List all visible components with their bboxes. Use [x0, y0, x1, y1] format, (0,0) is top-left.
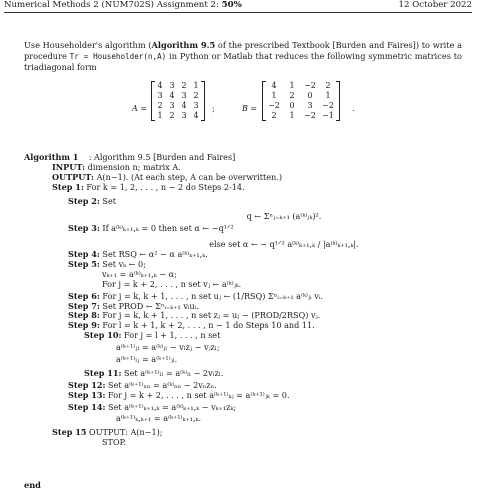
matrix-a-cell: 3 — [193, 101, 199, 110]
matrix-a-cell: 3 — [181, 91, 187, 100]
algorithm-step-line — [24, 212, 464, 222]
matrix-b-cell: 2 — [289, 91, 295, 100]
algorithm-steps — [24, 183, 464, 448]
matrix-b-cell: −1 — [322, 111, 334, 120]
algorithm-block — [24, 153, 464, 448]
algorithm-title: Algorithm 1 — [24, 152, 79, 162]
page-header — [4, 0, 472, 10]
matrix-b-cell: 0 — [289, 101, 295, 110]
step-text: If a⁽ᵏ⁾ₖ₊₁,ₖ = 0 then set α ← −q¹ᐟ² — [99, 223, 234, 234]
step-text: For j = k, k + 1, . . . , n set zⱼ = uⱼ − (PROD/2RSQ) vⱼ. — [99, 310, 321, 321]
step-label: Step 8: — [68, 310, 100, 321]
matrix-b-label: B = — [242, 104, 258, 113]
step-text: a⁽ᵏ⁺¹⁾ₖ,ₖ₊₁ = a⁽ᵏ⁺¹⁾ₖ₊₁,ₖ. — [116, 413, 202, 424]
matrix-a-cell: 2 — [181, 81, 187, 90]
algorithm-step-line — [24, 183, 464, 193]
header-rule — [4, 12, 472, 13]
matrix-b-cell: −2 — [304, 81, 316, 90]
algorithm-step-line — [24, 343, 464, 353]
matrix-a-label: A = — [132, 104, 148, 113]
matrix-a-row — [154, 91, 202, 101]
step-text: a⁽ᵏ⁺¹⁾ⱼₗ = a⁽ᵏ⁾ⱼₗ − vₗzⱼ − vⱼzₗ; — [116, 342, 220, 353]
matrix-a-table — [154, 81, 202, 121]
algorithm-step-line — [24, 331, 464, 341]
algorithm-step-line — [24, 270, 464, 280]
matrix-b-cell: 4 — [271, 81, 277, 90]
algorithm-step-line — [24, 369, 464, 379]
matrix-b-table — [265, 81, 337, 121]
algorithm-step-line — [24, 403, 464, 413]
matrix-a-cell: 4 — [169, 91, 175, 100]
step-text: For j = k + 2, . . . , n set vⱼ ← a⁽ᵏ⁾ⱼₖ. — [102, 278, 242, 289]
step-label: Step 9: — [68, 320, 100, 331]
matrix-a-cell: 2 — [157, 101, 163, 110]
matrix-a-cell: 3 — [169, 101, 175, 110]
algorithm-step-line — [24, 260, 464, 270]
algorithm-step-line — [24, 197, 464, 207]
step-label: Step 1: — [52, 181, 84, 192]
matrix-b-cell: 0 — [307, 91, 313, 100]
header-course: Numerical Methods 2 (NUM702S) Assignment 2: 50% — [4, 0, 242, 10]
header-percent: 50% — [221, 0, 242, 10]
intro-procedure: Tr = Householder(n,A) — [69, 51, 167, 61]
step-text: a⁽ᵏ⁺¹⁾ₗⱼ = a⁽ᵏ⁺¹⁾ⱼₗ. — [116, 354, 178, 365]
algorithm-step-line — [24, 438, 464, 448]
matrix-end-dot: . — [352, 104, 355, 113]
step-text: For k = 1, 2, . . . , n − 2 do Steps 2-14. — [83, 181, 245, 192]
step-text: Set a⁽ᵏ⁺¹⁾ₖ₊₁,ₖ = a⁽ᵏ⁾ₖ₊₁,ₖ − vₖ₊₁zₖ; — [105, 401, 237, 412]
algorithm-step-line — [24, 414, 464, 424]
algorithm-step-line — [24, 280, 464, 290]
algorithm-title-desc: : Algorithm 9.5 [Burden and Faires] — [88, 152, 236, 162]
matrix-a-row — [154, 81, 202, 91]
matrix-b-row — [265, 91, 337, 101]
step-text: Set — [99, 195, 117, 206]
step-text: For j = k + 2, . . . , n set a⁽ᵏ⁺¹⁾ₖⱼ = a⁽ᵏ⁺¹⁾ⱼₖ = 0. — [105, 389, 290, 400]
step-text: For j = k, k + 1, . . . , n set uⱼ ← (1/RSQ) Σⁿᵢ₌ₖ₊₁ a⁽ᵏ⁾ⱼᵢ vᵢ. — [99, 290, 324, 301]
header-date: 12 October 2022 — [398, 0, 472, 10]
step-label: Step 13: — [68, 389, 106, 400]
matrix-b-row — [265, 111, 337, 121]
step-text: Set PROD ← Σⁿᵢ₌ₖ₊₁ vᵢuᵢ. — [99, 300, 199, 311]
algorithm-end: end — [24, 480, 41, 490]
matrix-a-cell: 3 — [169, 81, 175, 90]
algorithm-step-line — [24, 428, 464, 438]
matrix-b-cell: 3 — [307, 101, 313, 110]
matrix-b-row — [265, 101, 337, 111]
step-text: else set α ← − q¹ᐟ² a⁽ᵏ⁾ₖ₊₁,ₖ / |a⁽ᵏ⁾ₖ₊₁,ₖ|. — [209, 239, 359, 250]
step-label: Step 11: — [84, 367, 122, 378]
intro-text-1: Use Householder's algorithm ( — [24, 40, 152, 50]
output-text: A(n−1). (At each step, A can be overwritten.) — [94, 171, 282, 182]
matrix-a-cell: 2 — [169, 111, 175, 120]
matrix-b-cell: 1 — [271, 91, 277, 100]
matrix-b-cell: 2 — [271, 111, 277, 120]
input-text: dimension n; matrix A. — [85, 161, 181, 172]
matrix-a-cell: 4 — [157, 81, 163, 90]
intro-text-3: in Python or Matlab that reduces the following symmetric matrices to triadiagonal form — [24, 50, 462, 73]
step-text: q ← Σⁿⱼ₌ₖ₊₁ (a⁽ᵏ⁾ⱼₖ)². — [246, 211, 322, 222]
step-text: For l = k + 1, k + 2, . . . , n − 1 do Steps 10 and 11. — [99, 320, 315, 331]
matrix-a-cell: 4 — [193, 111, 199, 120]
matrix-a-cell: 2 — [193, 91, 199, 100]
matrix-a-cell: 1 — [157, 111, 163, 120]
step-label: Step 14: — [68, 401, 106, 412]
output-label: OUTPUT: — [52, 171, 94, 182]
matrix-separator: ; — [212, 104, 215, 113]
step-label: Step 6: — [68, 290, 100, 301]
input-label: INPUT: — [52, 161, 86, 172]
step-label: Step 2: — [68, 195, 100, 206]
intro-text-2: of the prescribed Textbook [Burden and Faires]) to write a procedure — [24, 40, 462, 61]
step-label: Step 12: — [68, 379, 106, 390]
intro-paragraph — [24, 40, 462, 73]
step-text: Set a⁽ᵏ⁺¹⁾ₙₙ = a⁽ᵏ⁾ₙₙ − 2vₙzₙ. — [105, 379, 217, 390]
step-label: Step 7: — [68, 300, 100, 311]
matrix-a — [151, 81, 205, 121]
step-text: Set RSQ ← α² − α a⁽ᵏ⁾ₖ₊₁,ₖ. — [99, 249, 208, 260]
matrix-a-row — [154, 101, 202, 111]
step-text: STOP. — [102, 437, 126, 448]
step-text: vₖ₊₁ = a⁽ᵏ⁾ₖ₊₁,ₖ − α; — [102, 268, 177, 279]
step-label: Step 4: — [68, 249, 100, 260]
matrix-b-row — [265, 81, 337, 91]
step-text: OUTPUT: A(n−1); — [86, 427, 163, 438]
matrices-row — [0, 74, 480, 146]
step-label: Step 5: — [68, 259, 100, 270]
intro-algo-ref: Algorithm 9.5 — [151, 40, 216, 50]
matrix-a-cell: 1 — [193, 81, 199, 90]
algorithm-step-line — [24, 224, 464, 234]
step-text: Set a⁽ᵏ⁺¹⁾ₗₗ = a⁽ᵏ⁾ₗₗ − 2vₗzₗ. — [121, 367, 224, 378]
step-label: Step 10: — [84, 330, 122, 341]
matrix-b-cell: −2 — [304, 111, 316, 120]
matrix-b-cell: 1 — [289, 111, 295, 120]
algorithm-step-line — [24, 355, 464, 365]
matrix-b-cell: 2 — [325, 81, 331, 90]
matrix-b — [262, 81, 340, 121]
matrix-b-cell: 1 — [325, 91, 331, 100]
matrix-a-cell: 4 — [181, 101, 187, 110]
matrix-a-cell: 3 — [157, 91, 163, 100]
matrix-b-cell: 1 — [289, 81, 295, 90]
matrix-a-row — [154, 111, 202, 121]
matrix-a-cell: 3 — [181, 111, 187, 120]
matrix-b-cell: −2 — [322, 101, 334, 110]
step-label: Step 15 — [52, 427, 87, 438]
algorithm-step-line — [24, 391, 464, 401]
matrix-b-cell: −2 — [268, 101, 280, 110]
step-text: For j = l + 1, . . . , n set — [121, 330, 221, 341]
step-label: Step 3: — [68, 223, 100, 234]
step-text: Set vₖ ← 0; — [99, 259, 146, 270]
